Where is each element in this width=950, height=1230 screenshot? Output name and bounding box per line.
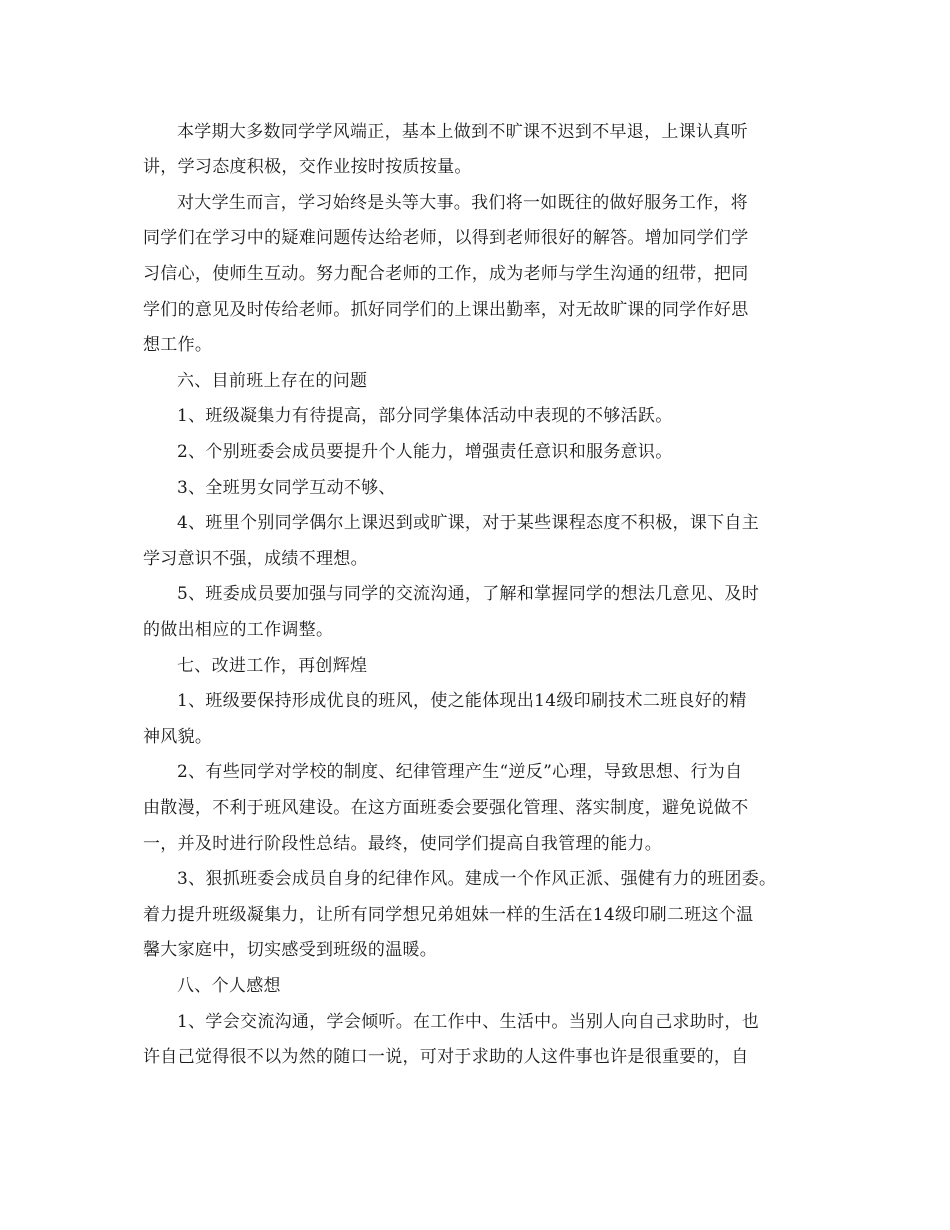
list-item: 3、狠抓班委会成员自身的纪律作风。建成一个作风正派、强健有力的班团委。 (177, 869, 777, 889)
section-heading: 六、目前班上存在的问题 (177, 371, 368, 391)
paragraph-line: 神风貌。 (143, 727, 213, 747)
paragraph-line: 学们的意见及时传给老师。抓好同学们的上课出勤率，对无故旷课的同学作好思 (143, 300, 749, 320)
paragraph-line: 一，并及时进行阶段性总结。最终，使同学们提高自我管理的能力。 (143, 834, 662, 854)
list-item: 5、班委成员要加强与同学的交流沟通，了解和掌握同学的想法几意见、及时 (177, 584, 760, 604)
list-item: 1、班级凝集力有待提高，部分同学集体活动中表现的不够活跃。 (177, 406, 673, 426)
paragraph-line: 想工作。 (143, 335, 213, 355)
section-heading: 七、改进工作，再创辉煌 (177, 656, 368, 676)
paragraph-line: 许自己觉得很不以为然的随口一说，可对于求助的人这件事也许是很重要的，自 (143, 1047, 749, 1067)
list-item: 3、全班男女同学互动不够、 (177, 478, 396, 498)
paragraph-line: 对大学生而言，学习始终是头等大事。我们将一如既往的做好服务工作，将 (177, 193, 748, 213)
paragraph-line: 的做出相应的工作调整。 (143, 620, 334, 640)
list-item: 1、学会交流沟通，学会倾听。在工作中、生活中。当别人向自己求助时，也 (177, 1012, 760, 1032)
paragraph-line: 习信心，使师生互动。努力配合老师的工作，成为老师与学生沟通的纽带，把同 (143, 264, 749, 284)
paragraph-line: 讲，学习态度积极，交作业按时按质按量。 (143, 157, 472, 177)
list-item: 2、有些同学对学校的制度、纪律管理产生“逆反”心理，导致思想、行为自 (177, 762, 743, 782)
paragraph-line: 同学们在学习中的疑难问题传达给老师，以得到老师很好的解答。增加同学们学 (143, 228, 749, 248)
paragraph-line: 着力提升班级凝集力，让所有同学想兄弟姐妹一样的生活在14级印刷二班这个温 (143, 905, 754, 925)
list-item: 4、班里个别同学偶尔上课迟到或旷课，对于某些课程态度不积极，课下自主 (177, 513, 760, 533)
paragraph-line: 由散漫，不利于班风建设。在这方面班委会要强化管理、落实制度，避免说做不 (143, 798, 749, 818)
list-item: 2、个别班委会成员要提升个人能力，增强责任意识和服务意识。 (177, 442, 673, 462)
paragraph-line: 学习意识不强，成绩不理想。 (143, 549, 368, 569)
list-item: 1、班级要保持形成优良的班风，使之能体现出14级印刷技术二班良好的精 (177, 691, 747, 711)
paragraph-line: 馨大家庭中，切实感受到班级的温暖。 (143, 940, 438, 960)
section-heading: 八、个人感想 (177, 976, 281, 996)
paragraph-line: 本学期大多数同学学风端正，基本上做到不旷课不迟到不早退，上课认真听 (177, 122, 748, 142)
